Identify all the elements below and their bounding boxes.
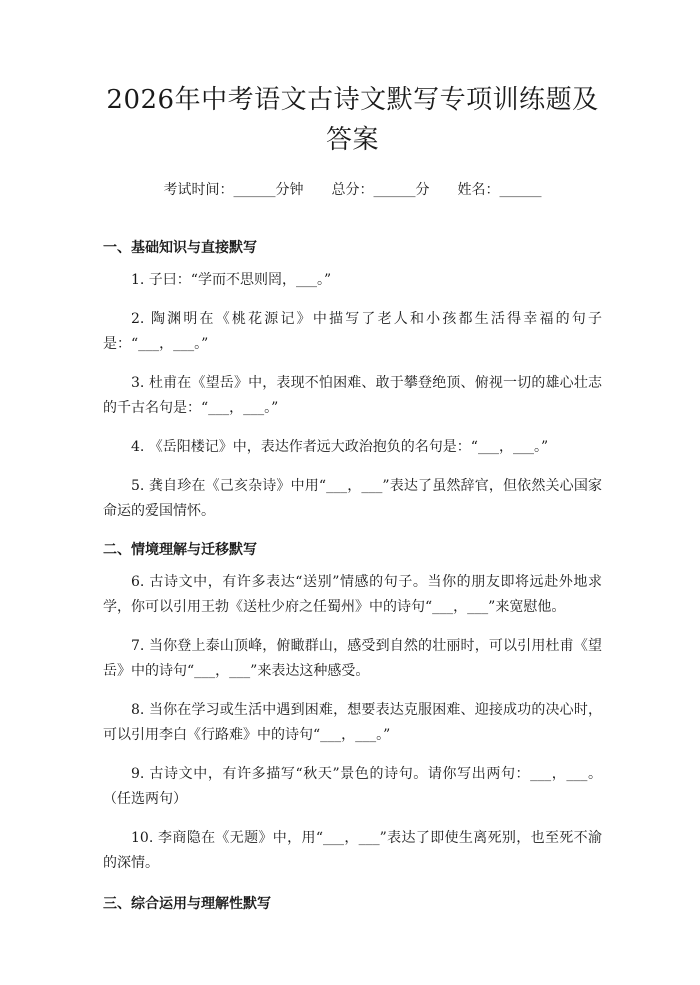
section-heading: 二、情境理解与迁移默写 [103,542,257,558]
question-item: 9. 古诗文中，有许多描写“秋天”景色的诗句。请你写出两句：___，___。（任选两句） [103,766,602,807]
question-item: 8. 当你在学习或生活中遇到困难，想要表达克服困难、迎接成功的决心时，可以引用李白《行路难》中的诗句“___，___。” [103,702,602,743]
exam-time: 考试时间：______分钟 [163,182,304,198]
section-heading: 三、综合运用与理解性默写 [103,896,271,912]
question-item: 5. 龚自珍在《己亥杂诗》中用“___，___”表达了虽然辞官，但依然关心国家命运的爱国情怀。 [103,478,602,519]
section-heading: 一、基础知识与直接默写 [103,240,257,256]
question-item: 4. 《岳阳楼记》中，表达作者远大政治抱负的名句是：“___，___。” [131,439,549,455]
question-item: 3. 杜甫在《望岳》中，表现不怕困难、敢于攀登绝顶、俯视一切的雄心壮志的千古名句是：“___，___。” [103,375,602,416]
document-page [0,80,700,985]
question-item: 10. 李商隐在《无题》中，用“___，___”表达了即使生离死别，也至死不渝的深情。 [103,830,602,871]
page-title: 2026年中考语文古诗文默写专项训练题及答案 [106,85,599,155]
question-item: 2. 陶渊明在《桃花源记》中描写了老人和小孩都生活得幸福的句子是：“___，___。” [103,311,602,352]
question-item: 1. 子曰：“学而不思则罔，___。” [131,272,332,288]
question-item: 6. 古诗文中，有许多表达“送别”情感的句子。当你的朋友即将远赴外地求学，你可以引用王勃《送杜少府之任蜀州》中的诗句“___，___”来宽慰他。 [103,574,602,615]
exam-info [103,180,602,200]
exam-name: 姓名：______ [457,182,542,198]
exam-score: 总分：______分 [331,182,430,198]
question-item: 7. 当你登上泰山顶峰，俯瞰群山，感受到自然的壮丽时，可以引用杜甫《望岳》中的诗句“___，___”来表达这种感受。 [103,638,602,679]
